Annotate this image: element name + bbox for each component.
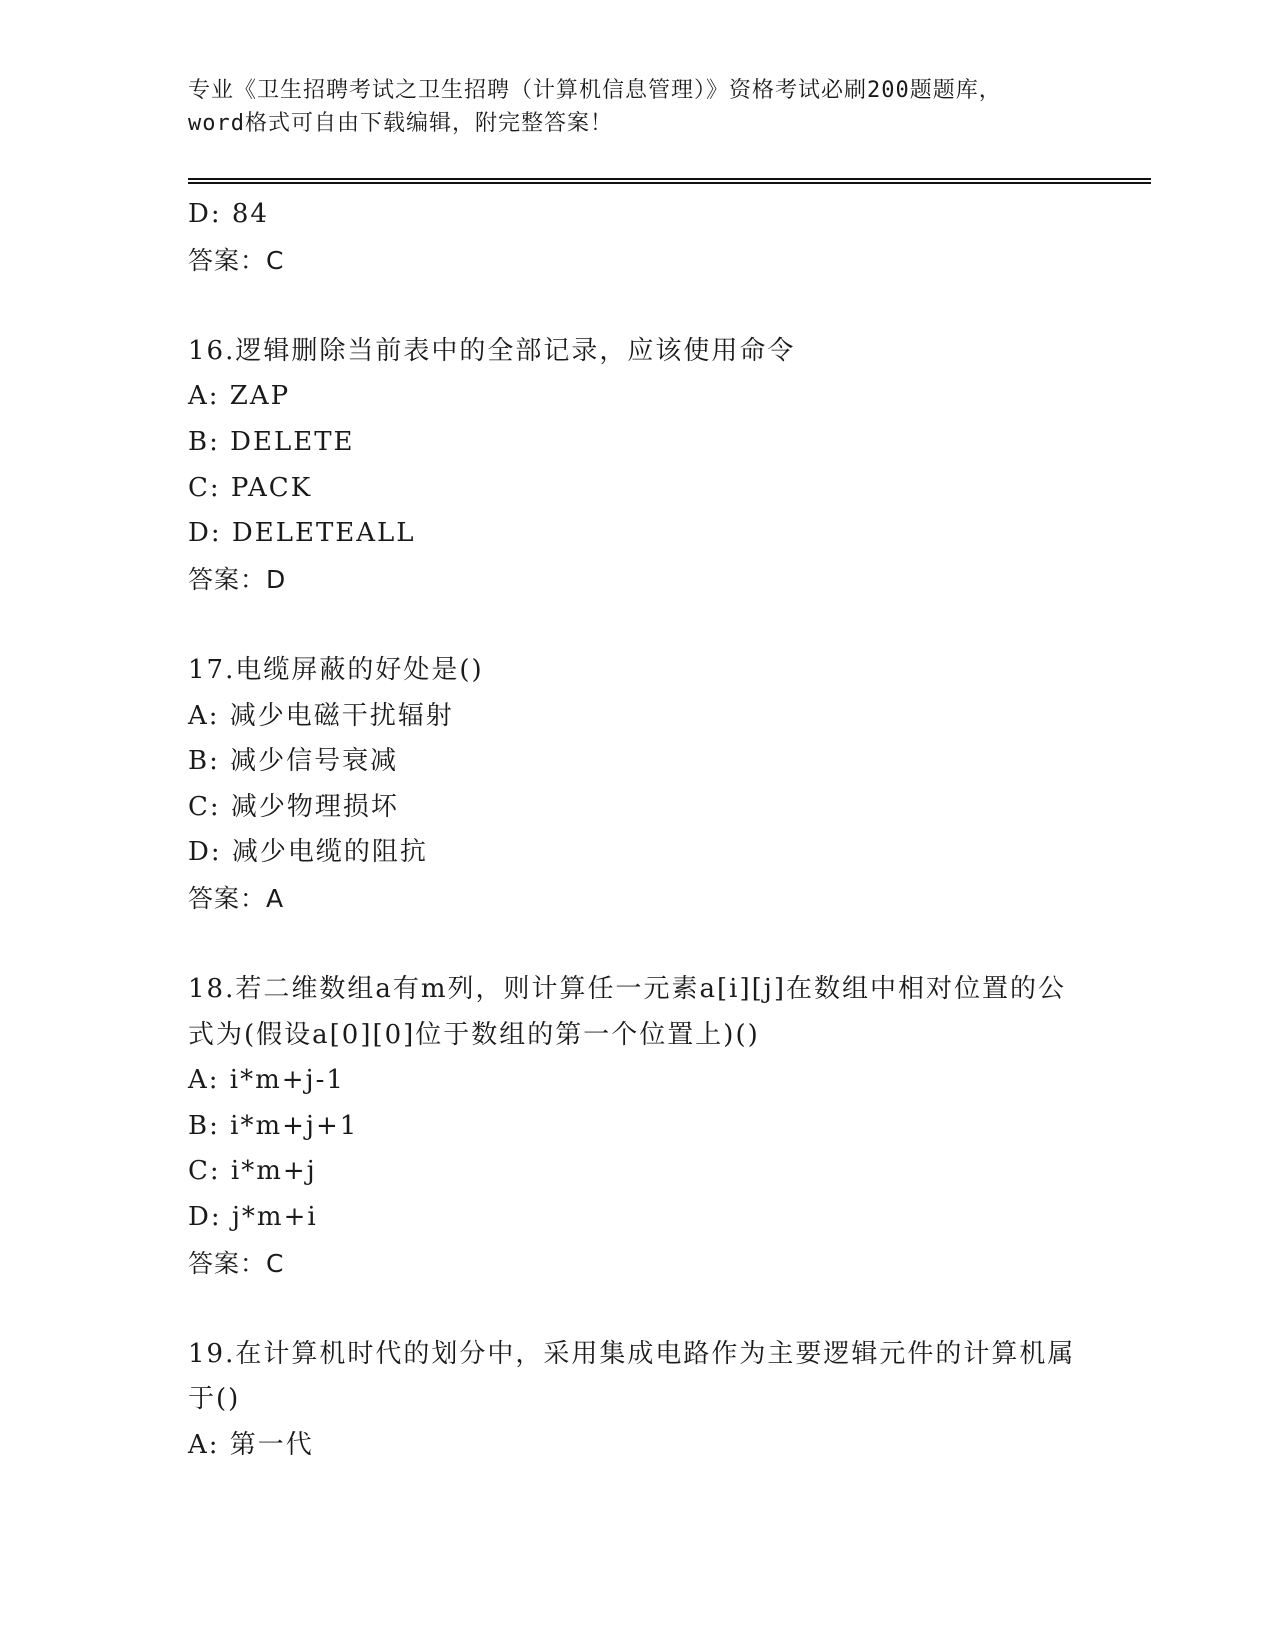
option-a: A: 第一代 — [188, 1430, 314, 1461]
header-line-2: word格式可自由下载编辑，附完整答案！ — [188, 111, 613, 136]
question-text: 18.若二维数组a有m列，则计算任一元素a[i][j]在数组中相对位置的公式为(假设a[0][0]位于数组的第一个位置上)() — [188, 974, 1066, 1050]
option-b: B: i*m+j+1 — [188, 1110, 359, 1141]
option-a: A: 减少电磁干扰辐射 — [188, 700, 454, 731]
option-b: B: DELETE — [188, 426, 355, 457]
header-line-1: 专业《卫生招聘考试之卫生招聘（计算机信息管理）》资格考试必刷200题题库， — [188, 78, 1002, 103]
answer: 答案：A — [188, 883, 285, 913]
option-a: A: i*m+j-1 — [188, 1065, 345, 1096]
option-c: C: i*m+j — [188, 1156, 317, 1187]
question-18 — [188, 967, 1088, 1286]
question-19 — [188, 1332, 1088, 1469]
header-divider-bottom — [188, 182, 1151, 184]
question-17 — [188, 648, 1088, 922]
option-d: D: 减少电缆的阻抗 — [188, 837, 428, 868]
header-divider-top — [188, 178, 1151, 180]
option-c: C: PACK — [188, 472, 313, 503]
question-text: 19.在计算机时代的划分中，采用集成电路作为主要逻辑元件的计算机属于() — [188, 1338, 1076, 1415]
prev-option-d: D: 84 — [188, 199, 269, 229]
answer: 答案：D — [188, 564, 287, 594]
spacer — [188, 283, 1088, 329]
option-d: D: DELETEALL — [188, 518, 416, 549]
option-d: D: j*m+i — [188, 1202, 318, 1233]
spacer — [188, 1286, 1088, 1332]
answer: 答案：C — [188, 1248, 285, 1278]
spacer — [188, 602, 1088, 648]
prev-answer: 答案：C — [188, 245, 285, 275]
question-text: 17.电缆屏蔽的好处是() — [188, 654, 484, 685]
question-text: 16.逻辑删除当前表中的全部记录，应该使用命令 — [188, 335, 796, 366]
spacer — [188, 922, 1088, 968]
question-list — [188, 192, 1088, 1469]
question-16 — [188, 329, 1088, 603]
option-c: C: 减少物理损坏 — [188, 791, 399, 822]
option-a: A: ZAP — [188, 381, 291, 412]
option-b: B: 减少信号衰减 — [188, 746, 399, 777]
document-header — [188, 74, 1088, 140]
